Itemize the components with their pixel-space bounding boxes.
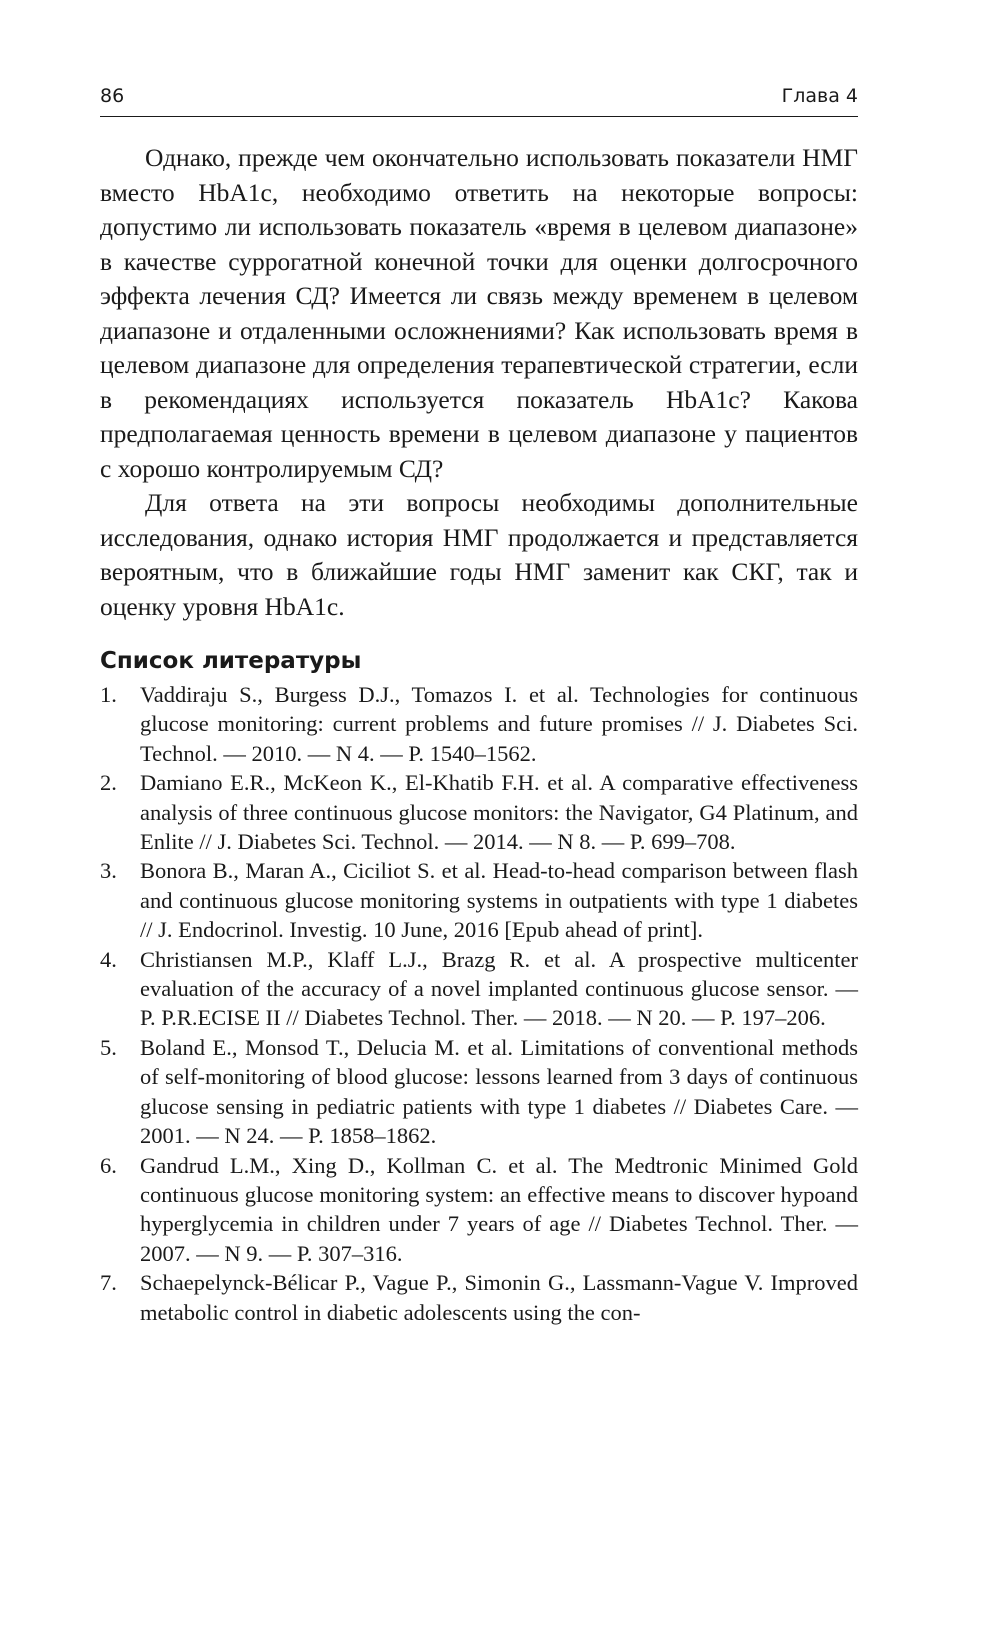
reference-text: Christiansen M.P., Klaff L.J., Brazg R. et al. A prospective multicenter evaluation of the accuracy of a novel implanted continuous glucose sensor. — P. P.R.ECISE II // Diabetes Technol. Ther. — 2018. — N 20. — P. 197–206. (140, 946, 858, 1031)
reference-text: Bonora B., Maran A., Ciciliot S. et al. Head-to-head comparison between flash and continuous glucose monitoring systems in outpatients with type 1 diabetes // J. Endocrinol. Investig. 10 June, 2016 [Epub ahead of print]. (140, 858, 858, 943)
reference-item (100, 680, 858, 768)
paragraph: Для ответа на эти вопросы необходимы дополнительные исследования, однако история НМГ продолжается и представляется вероятным, что в ближайшие годы НМГ заменит как СКГ, так и оценку уровня HbA1c. (100, 488, 858, 621)
reference-item (100, 945, 858, 1033)
reference-text: Damiano E.R., McKeon K., El-Khatib F.H. et al. A comparative effectiveness analysis of three continuous glucose monitors: the Navigator, G4 Platinum, and Enlite // J. Diabetes Sci. Technol. — 2014. — N 8. — P. 699–708. (140, 770, 858, 855)
reference-text: Vaddiraju S., Burgess D.J., Tomazos I. et al. Technologies for continuous glucose monitoring: current problems and future promises // J. Diabetes Sci. Technol. — 2010. — N 4. — P. 1540–1562. (140, 682, 858, 766)
reference-item (100, 768, 858, 856)
reference-number: 7. (100, 1270, 117, 1296)
reference-number: 3. (100, 858, 117, 884)
reference-text: Schaepelynck-Bélicar P., Vague P., Simonin G., Lassmann-Vague V. Improved metabolic control in diabetic adolescents using the con- (140, 1270, 858, 1325)
reference-list (100, 680, 858, 1327)
reference-number: 5. (100, 1034, 117, 1060)
page-number: 86 (100, 85, 125, 107)
reference-number: 2. (100, 770, 117, 796)
reference-item (100, 1268, 858, 1327)
reference-text: Boland E., Monsod T., Delucia M. et al. Limitations of conventional methods of self-monitoring of blood glucose: lessons learned from 3 days of continuous glucose sensing in pediatric patients with type 1 diabetes // Diabetes Care. — 2001. — N 24. — P. 1858–1862. (140, 1034, 858, 1149)
reference-item (100, 1151, 858, 1269)
reference-number: 1. (100, 682, 117, 707)
reference-item (100, 856, 858, 944)
chapter-title: Глава 4 (781, 85, 858, 107)
reference-number: 6. (100, 1152, 117, 1178)
reference-text: Gandrud L.M., Xing D., Kollman C. et al. The Medtronic Minimed Gold continuous glucose monitoring system: an effective means to discover hypoand hyperglycemia in children under 7 years of age // Diabetes Technol. Ther. — 2007. — N 9. — P. 307–316. (140, 1152, 858, 1266)
body-text (100, 141, 858, 624)
running-head (100, 82, 858, 117)
paragraph: Однако, прежде чем окончательно использовать показатели НМГ вместо HbA1c, необходимо ответить на некоторые вопросы: допустимо ли использовать показатель «время в целевом диапазоне» в качестве суррогатной конечной точки для оценки долгосрочного эффекта лечения СД? Имеется ли связь между временем в целевом диапазоне и отдаленными осложнениями? Как использовать время в целевом диапазоне для определения терапевтической стратегии, если в рекомендациях используется показатель HbA1c? Какова предполагаемая ценность времени в целевом диапазоне у пациентов с хорошо контролируемым СД? (100, 143, 858, 483)
reference-item (100, 1033, 858, 1151)
reference-number: 4. (100, 946, 117, 972)
references-heading: Список литературы (100, 648, 362, 674)
book-page (100, 82, 858, 1327)
